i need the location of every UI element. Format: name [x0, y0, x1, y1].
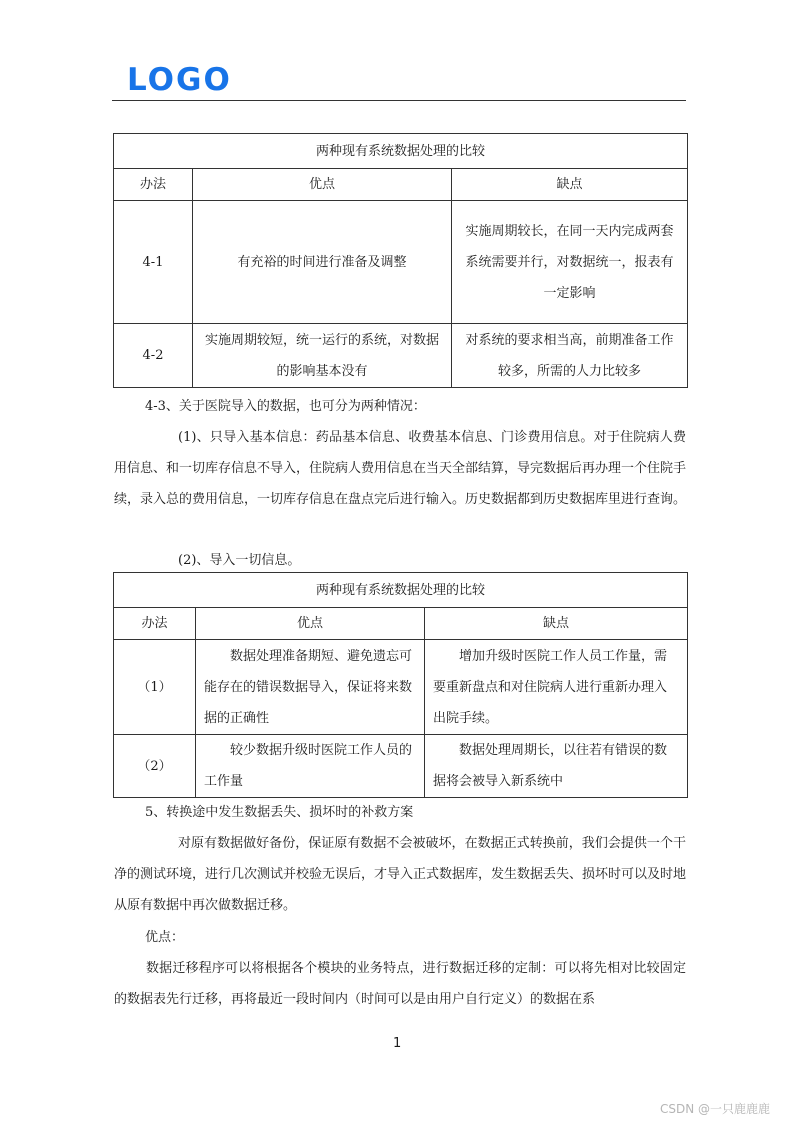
section-4-3-heading: 4-3、关于医院导入的数据，也可分为两种情况： [145, 399, 426, 414]
table-caption: 两种现有系统数据处理的比较 [114, 134, 688, 169]
watermark: CSDN @一只鹿鹿鹿 [659, 1102, 770, 1116]
column-header-cons: 缺点 [425, 608, 688, 640]
paragraph-import-all-info: (2)、导入一切信息。 [178, 553, 301, 568]
cons-cell: 数据处理周期长，以往若有错误的数据将会被导入新系统中 [425, 735, 688, 798]
table-caption: 两种现有系统数据处理的比较 [114, 573, 688, 608]
paragraph-migration-advantages: 数据迁移程序可以将根据各个模块的业务特点，进行数据迁移的定制：可以将先相对比较固定的数据表先行迁移，再将最近一段时间内（时间可以是由用户自行定义）的数据在系 [114, 961, 686, 1007]
method-cell: （2） [114, 735, 196, 798]
pros-cell: 较少数据升级时医院工作人员的工作量 [196, 735, 425, 798]
pros-cell: 数据处理准备期短、避免遗忘可能存在的错误数据导入，保证将来数据的正确性 [196, 640, 425, 735]
cons-cell: 实施周期较长，在同一天内完成两套系统需要并行，对数据统一，报表有一定影响 [452, 201, 688, 324]
page-number: 1 [393, 1036, 402, 1051]
section-5-heading: 5、转换途中发生数据丢失、损坏时的补救方案 [145, 805, 414, 820]
table-row [114, 640, 688, 735]
cons-cell: 增加升级时医院工作人员工作量，需要重新盘点和对住院病人进行重新办理入出院手续。 [425, 640, 688, 735]
method-cell: 4-2 [114, 324, 193, 388]
method-cell: （1） [114, 640, 196, 735]
table-row [114, 735, 688, 798]
header-divider [112, 100, 686, 101]
comparison-table-1 [113, 133, 688, 388]
table-row [114, 201, 688, 324]
pros-cell: 实施周期较短，统一运行的系统，对数据的影响基本没有 [193, 324, 452, 388]
column-header-method: 办法 [114, 169, 193, 201]
table-row [114, 324, 688, 388]
paragraph-backup-plan: 对原有数据做好备份，保证原有数据不会被破坏，在数据正式转换前，我们会提供一个干净的测试环境，进行几次测试并校验无误后，才导入正式数据库，发生数据丢失、损坏时可以及时地从原有数据中再次做数据迁移。 [114, 836, 687, 913]
logo: LOGO [127, 62, 232, 98]
advantages-label: 优点： [145, 930, 185, 945]
column-header-pros: 优点 [193, 169, 452, 201]
column-header-method: 办法 [114, 608, 196, 640]
column-header-pros: 优点 [196, 608, 425, 640]
paragraph-import-basic-info: (1)、只导入基本信息：药品基本信息、收费基本信息、门诊费用信息。对于住院病人费用信息、和一切库存信息不导入，住院病人费用信息在当天全部结算，导完数据后再办理一个住院手续，录入总的费用信息，一切库存信息在盘点完后进行输入。历史数据都到历史数据库里进行查询。 [114, 430, 687, 507]
pros-cell: 有充裕的时间进行准备及调整 [193, 201, 452, 324]
column-header-cons: 缺点 [452, 169, 688, 201]
comparison-table-2 [113, 572, 688, 798]
cons-cell: 对系统的要求相当高，前期准备工作较多，所需的人力比较多 [452, 324, 688, 388]
method-cell: 4-1 [114, 201, 193, 324]
